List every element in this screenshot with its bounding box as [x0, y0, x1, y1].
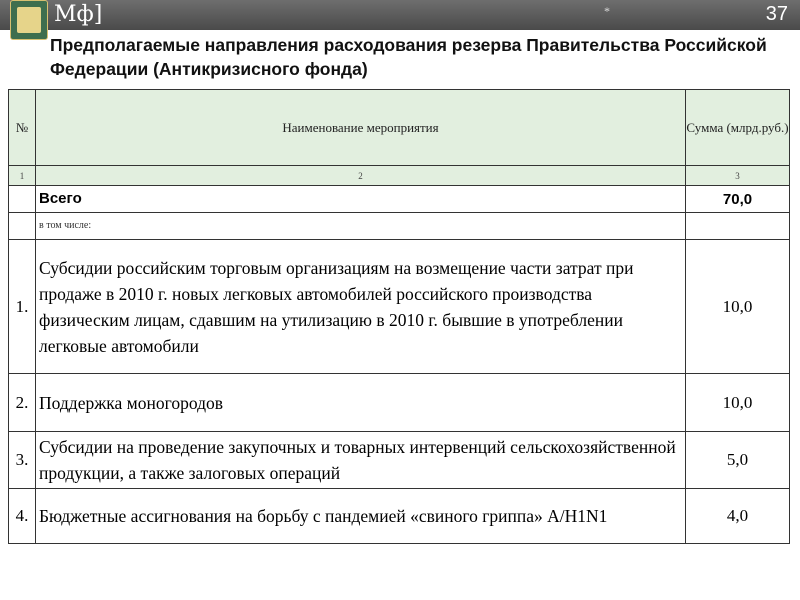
table-header-row	[9, 90, 790, 166]
page-number: 37	[765, 3, 788, 25]
including-amount-cell	[686, 213, 790, 240]
col-number-2: 2	[36, 166, 686, 186]
expenditure-table	[8, 89, 790, 544]
row-number: 2.	[9, 374, 36, 432]
row-amount: 5,0	[686, 432, 790, 489]
row-name: Поддержка моногородов	[36, 374, 686, 432]
total-label: Всего	[36, 186, 686, 213]
column-number-row	[9, 166, 790, 186]
star-mark: *	[604, 4, 610, 18]
including-row	[9, 213, 790, 240]
row-amount: 10,0	[686, 240, 790, 374]
including-num-cell	[9, 213, 36, 240]
including-label: в том числе:	[36, 213, 686, 240]
col-header-amount: Сумма (млрд.руб.)	[686, 90, 790, 166]
table-row	[9, 240, 790, 374]
row-name: Субсидии на проведение закупочных и товарных интервенций сельскохозяйственной продукции, а также залоговых операций	[36, 432, 686, 489]
row-number: 1.	[9, 240, 36, 374]
top-bar	[0, 0, 800, 30]
row-number: 4.	[9, 489, 36, 544]
total-row	[9, 186, 790, 213]
row-number: 3.	[9, 432, 36, 489]
table-row	[9, 374, 790, 432]
col-header-name: Наименование мероприятия	[36, 90, 686, 166]
row-name: Бюджетные ассигнования на борьбу с пандемией «свиного гриппа» A/H1N1	[36, 489, 686, 544]
row-amount: 4,0	[686, 489, 790, 544]
table-row	[9, 432, 790, 489]
ministry-emblem-icon	[10, 0, 48, 40]
col-number-1: 1	[9, 166, 36, 186]
row-amount: 10,0	[686, 374, 790, 432]
slide-title: Предполагаемые направления расходования резерва Правительства Российской Федерации (Антикризисного фонда)	[50, 35, 767, 79]
table-row	[9, 489, 790, 544]
brand-text: Мф]	[54, 2, 103, 27]
row-name: Субсидии российским торговым организациям на возмещение части затрат при продаже в 2010 г. новых легковых автомобилей российского производства физическим лицам, сдавшим на утилизацию в 2010 г. бывшие в употреблении легковые автомобили	[36, 240, 686, 374]
col-header-number: №	[9, 90, 36, 166]
expenditure-table-wrapper	[8, 89, 789, 544]
col-number-3: 3	[686, 166, 790, 186]
total-num-cell	[9, 186, 36, 213]
total-value: 70,0	[686, 186, 790, 213]
